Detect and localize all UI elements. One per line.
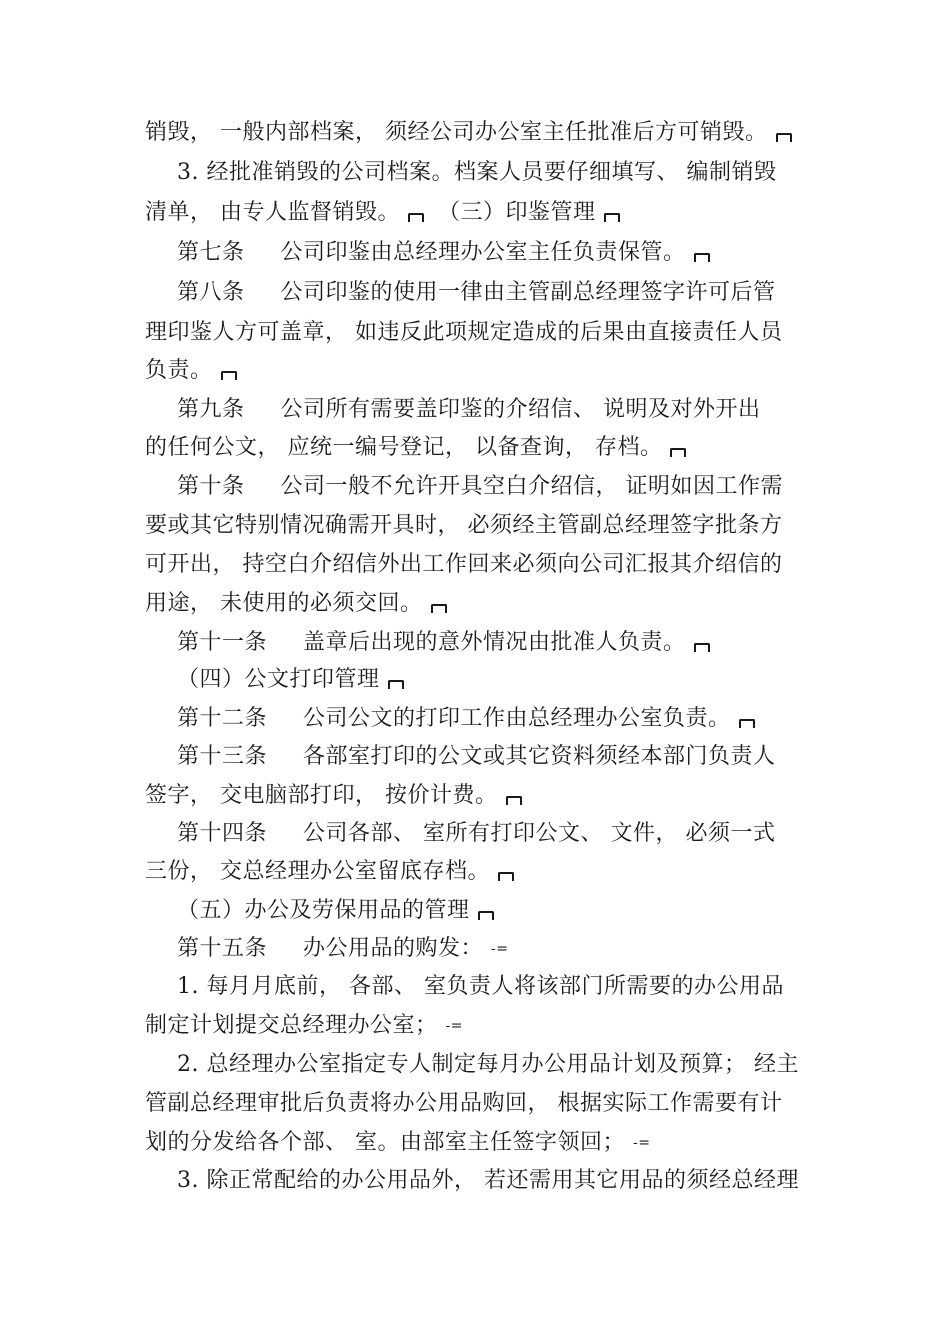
line-text: 办公用品的购发： [303, 936, 484, 961]
section-heading: （三）印鉴管理 [438, 200, 596, 225]
line-text: 签字， 交电脑部打印， 按价计费。 [145, 783, 498, 808]
text-line [145, 511, 815, 541]
text-line [145, 356, 815, 386]
text-line [145, 198, 815, 228]
paragraph-mark-icon [737, 715, 757, 729]
article-number: 第八条 [177, 280, 245, 305]
text-line [145, 550, 815, 580]
text-line [145, 318, 815, 348]
line-text: 公司所有需要盖印鉴的介绍信、 说明及对外开出 [280, 397, 761, 422]
article-number: 第十五条 [177, 936, 268, 961]
line-text: 划的分发给各个部、 室。由部室主任签字领回； [145, 1130, 625, 1155]
paragraph-mark-icon [692, 249, 712, 263]
paragraph-mark-icon [602, 209, 622, 223]
article-number: 第十三条 [177, 744, 268, 769]
text-line [177, 742, 847, 772]
text-line [177, 819, 847, 849]
paragraph-mark-icon [476, 907, 496, 921]
section-heading: （五）办公及劳保用品的管理 [177, 898, 470, 923]
text-line [177, 472, 847, 502]
text-line [145, 433, 815, 463]
line-text: 清单， 由专人监督销毁。 [145, 200, 400, 225]
paragraph-mark-icon [504, 792, 524, 806]
paragraph-mark-icon [774, 129, 794, 143]
line-break-mark-icon: -= [633, 1135, 651, 1151]
line-text: 制定计划提交总经理办公室； [145, 1013, 438, 1038]
line-text: 三份， 交总经理办公室留底存档。 [145, 859, 490, 884]
text-line [145, 781, 815, 811]
text-line [145, 1089, 815, 1119]
text-line [145, 118, 815, 148]
line-text: 用途， 未使用的必须交回。 [145, 591, 423, 616]
line-text: 1. 每月月底前， 各部、 室负责人将该部门所需要的办公用品 [177, 974, 784, 999]
text-line [177, 1050, 847, 1080]
article-number: 第十条 [177, 474, 245, 499]
paragraph-mark-icon [668, 444, 688, 458]
text-line [177, 1166, 847, 1196]
text-line [177, 628, 847, 658]
line-text: 的任何公文， 应统一编号登记， 以备查询， 存档。 [145, 435, 663, 460]
text-line [177, 395, 847, 425]
article-number: 第十四条 [177, 821, 268, 846]
line-text: 3. 经批准销毁的公司档案。档案人员要仔细填写、 编制销毁 [177, 160, 777, 185]
line-text: 公司各部、 室所有打印公文、 文件， 必须一式 [303, 821, 776, 846]
section-heading: （四）公文打印管理 [177, 667, 380, 692]
line-break-mark-icon: -= [491, 941, 509, 957]
line-text: 盖章后出现的意外情况由批准人负责。 [303, 630, 686, 655]
line-text: 3. 除正常配给的办公用品外， 若还需用其它用品的须经总经理 [177, 1168, 799, 1193]
line-text: 公司印鉴的使用一律由主管副总经理签字许可后管 [280, 280, 776, 305]
text-line [177, 158, 847, 188]
line-text: 销毁， 一般内部档案， 须经公司办公室主任批准后方可销毁。 [145, 120, 768, 145]
text-line [145, 1011, 815, 1041]
text-line [145, 1128, 815, 1158]
text-line [177, 278, 847, 308]
line-text: 公司一般不允许开具空白介绍信， 证明如因工作需 [280, 474, 784, 499]
text-line [177, 896, 847, 926]
article-number: 第七条 [177, 240, 245, 265]
article-number: 第十一条 [177, 630, 268, 655]
paragraph-mark-icon [406, 209, 426, 223]
text-line [177, 704, 847, 734]
text-line [145, 589, 815, 619]
line-text: 管副总经理审批后负责将办公用品购回， 根据实际工作需要有计 [145, 1091, 783, 1116]
line-text: 公司公文的打印工作由总经理办公室负责。 [303, 706, 731, 731]
article-number: 第十二条 [177, 706, 268, 731]
line-text: 公司印鉴由总经理办公室主任负责保管。 [280, 240, 686, 265]
line-text: 理印鉴人方可盖章， 如违反此项规定造成的后果由直接责任人员 [145, 320, 783, 345]
paragraph-mark-icon [429, 600, 449, 614]
line-text: 负责。 [145, 358, 213, 383]
line-text: 要或其它特别情况确需开具时， 必须经主管副总经理签字批条方 [145, 513, 783, 538]
text-line [177, 238, 847, 268]
article-number: 第九条 [177, 397, 245, 422]
paragraph-mark-icon [496, 868, 516, 882]
paragraph-mark-icon [692, 639, 712, 653]
line-text: 可开出， 持空白介绍信外出工作回来必须向公司汇报其介绍信的 [145, 552, 783, 577]
text-line [145, 857, 815, 887]
text-line [177, 934, 847, 964]
line-break-mark-icon: -= [445, 1018, 463, 1034]
line-text: 2. 总经理办公室指定专人制定每月办公用品计划及预算； 经主 [177, 1052, 799, 1077]
line-text: 各部室打印的公文或其它资料须经本部门负责人 [303, 744, 776, 769]
text-line [177, 665, 847, 695]
paragraph-mark-icon [219, 367, 239, 381]
text-line [177, 972, 847, 1002]
paragraph-mark-icon [386, 676, 406, 690]
